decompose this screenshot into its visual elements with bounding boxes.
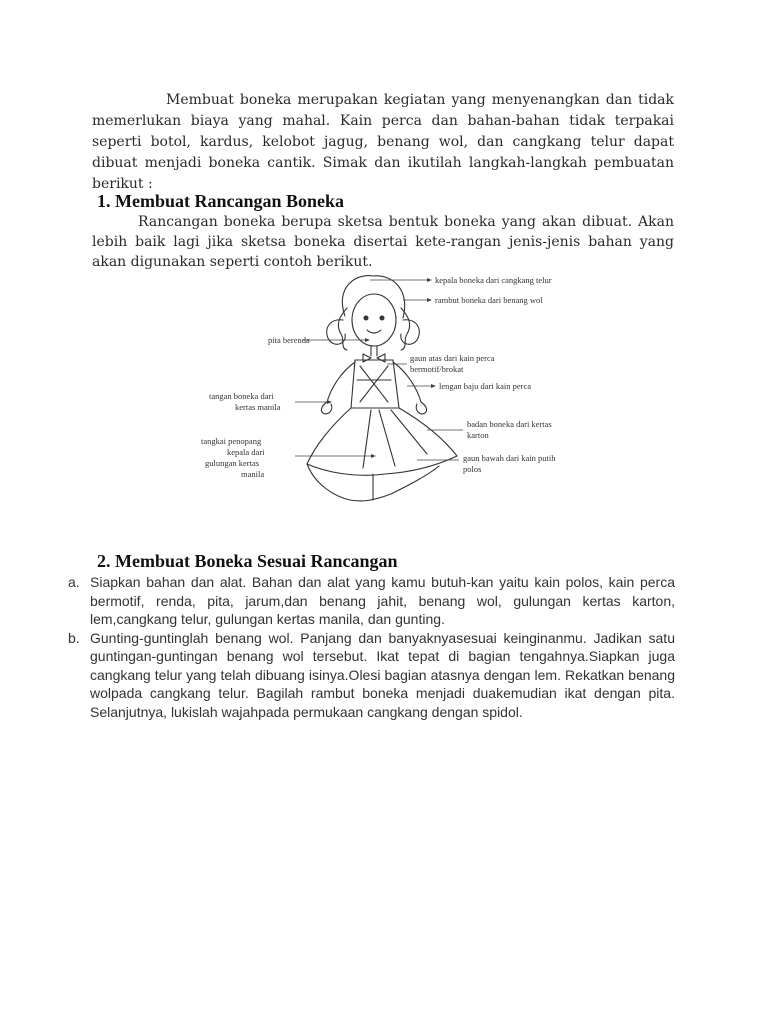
list-marker: b. <box>68 629 80 646</box>
label-badan-2: karton <box>467 430 489 440</box>
label-tangkai-3: gulungan kertas <box>205 458 260 468</box>
list-item <box>60 629 675 722</box>
label-tangan-2: kertas manila <box>235 402 281 412</box>
doll-design-figure <box>195 268 585 518</box>
section-2-heading: 2. Membuat Boneka Sesuai Rancangan <box>97 551 398 571</box>
section-1-heading: 1. Membuat Rancangan Boneka <box>97 191 345 211</box>
label-gaun-atas-1: gaun atas dari kain perca <box>410 353 495 363</box>
label-gaun-bawah-2: polos <box>463 464 482 474</box>
steps-list <box>60 573 675 721</box>
list-item <box>60 573 675 629</box>
list-item-text: Gunting-guntinglah benang wol. Panjang dan banyaknyasesuai keinginanmu. Jadikan satu guntingan-guntingan benang wol tersebut. Ikat tepat di bagian tengahnya.Siapkan juga cangkang telur yang telah dibuang isinya.Olesi bagian atasnya dengan lem. Rekatkan benang wolpada cangkang telur. Bagilah rambut boneka menjadi duakemudian ikat dengan pita. Selanjutnya, lukislah wajahpada permukaan cangkang dengan spidol. <box>90 629 675 720</box>
label-tangan-1: tangan boneka dari <box>209 391 274 401</box>
label-tangkai-1: tangkai penopang <box>201 436 262 446</box>
label-tangkai-2: kepala dari <box>227 447 265 457</box>
label-gaun-atas-2: bermotif/brokat <box>410 364 464 374</box>
intro-paragraph: Membuat boneka merupakan kegiatan yang menyenangkan dan tidak memerlukan biaya yang mahal. Kain perca dan bahan-bahan tidak terpakai seperti botol, kardus, kelobot jagug, benang wol, dan cangkang telur dapat dibuat menjadi boneka cantik. Simak dan ikutilah langkah-langkah pembuatan berikut : <box>92 92 674 192</box>
label-lengan: lengan baju dari kain perca <box>439 381 532 391</box>
label-tangkai-4: manila <box>241 469 265 479</box>
label-kepala: kepala boneka dari cangkang telur <box>435 275 552 285</box>
list-item-text: Siapkan bahan dan alat. Bahan dan alat yang kamu butuh-kan yaitu kain polos, kain perca bermotif, renda, pita, jarum,dan benang jahit, benang wol, gulungan kertas karton, lem,cangkang telur, gulungan kertas manila, dan gunting. <box>90 574 675 627</box>
section-1-paragraph: Rancangan boneka berupa sketsa bentuk boneka yang akan dibuat. Akan lebih baik lagi jika sketsa boneka disertai kete-rangan jenis-jenis bahan yang akan digunakan seperti contoh berikut. <box>92 214 674 270</box>
label-pita: pita berenda <box>268 335 310 345</box>
label-rambut: rambut boneka dari benang wol <box>435 295 543 305</box>
label-badan-1: badan boneka dari kertas <box>467 419 552 429</box>
list-marker: a. <box>68 574 80 590</box>
doll-sketch <box>195 268 585 518</box>
label-gaun-bawah-1: gaun bawah dari kain putih <box>463 453 556 463</box>
